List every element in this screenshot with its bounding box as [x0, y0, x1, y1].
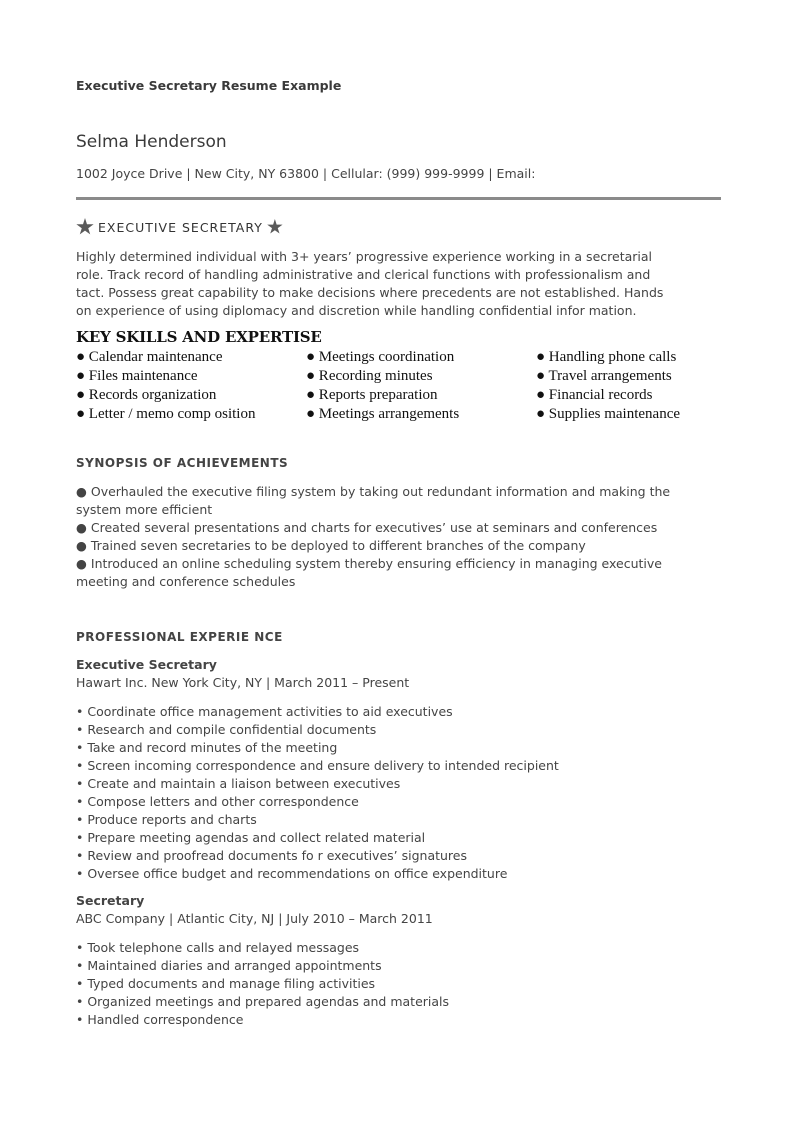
- summary-line: Highly determined individual with 3+ years’ progressive experience working in a secretarial: [76, 249, 652, 264]
- list-item: • Compose letters and other correspondence: [76, 794, 359, 809]
- star-icon: [76, 218, 94, 236]
- star-icon: [267, 219, 283, 235]
- skill-item: ● Files maintenance: [76, 368, 198, 384]
- skill-item: ● Letter / memo comp osition: [76, 406, 256, 422]
- job-title: Secretary: [76, 893, 145, 908]
- achievements-list: [76, 483, 670, 591]
- job-meta: Hawart Inc. New York City, NY | March 2011 – Present: [76, 675, 410, 690]
- list-item: • Take and record minutes of the meeting: [76, 740, 338, 755]
- list-item: • Took telephone calls and relayed messages: [76, 940, 360, 955]
- summary-paragraph: [76, 248, 721, 320]
- candidate-name: Selma Henderson: [76, 132, 227, 152]
- job-meta: ABC Company | Atlantic City, NJ | July 2010 – March 2011: [76, 911, 433, 926]
- list-item: ● Created several presentations and charts for executives’ use at seminars and conferences: [76, 520, 658, 535]
- list-item: • Typed documents and manage filing activities: [76, 976, 376, 991]
- list-item: • Handled correspondence: [76, 1012, 244, 1027]
- role-heading: [76, 218, 283, 236]
- skills-heading: KEY SKILLS AND EXPERTISE: [76, 328, 322, 346]
- list-item: • Coordinate office management activities to aid executives: [76, 704, 453, 719]
- list-item: • Screen incoming correspondence and ensure delivery to intended recipient: [76, 758, 559, 773]
- achievements-heading: SYNOPSIS OF ACHIEVEMENTS: [76, 456, 289, 470]
- summary-line: role. Track record of handling administrative and clerical functions with professionalism and: [76, 267, 651, 282]
- job-duties: [76, 703, 559, 883]
- list-item: meeting and conference schedules: [76, 574, 296, 589]
- summary-line: tact. Possess great capability to make decisions where precedents are not established. Hands: [76, 285, 664, 300]
- skill-item: ● Recording minutes: [306, 368, 433, 384]
- skill-item: ● Handling phone calls: [536, 349, 677, 365]
- role-title: EXECUTIVE SECRETARY: [98, 219, 263, 235]
- skill-item: ● Meetings arrangements: [306, 406, 460, 422]
- document-title: Executive Secretary Resume Example: [76, 78, 342, 93]
- list-item: • Maintained diaries and arranged appointments: [76, 958, 382, 973]
- skill-item: ● Records organization: [76, 387, 217, 403]
- contact-line: 1002 Joyce Drive | New City, NY 63800 | Cellular: (999) 999-9999 | Email:: [76, 166, 536, 181]
- skill-item: ● Calendar maintenance: [76, 349, 223, 365]
- skill-item: ● Financial records: [536, 387, 653, 403]
- skill-item: ● Meetings coordination: [306, 349, 455, 365]
- list-item: ● Overhauled the executive filing system by taking out redundant information and making the: [76, 484, 671, 499]
- list-item: • Prepare meeting agendas and collect related material: [76, 830, 426, 845]
- list-item: • Oversee office budget and recommendations on office expenditure: [76, 866, 508, 881]
- list-item: ● Trained seven secretaries to be deployed to different branches of the company: [76, 538, 586, 553]
- skill-item: ● Travel arrangements: [536, 368, 672, 384]
- list-item: • Research and compile confidential documents: [76, 722, 377, 737]
- experience-heading: PROFESSIONAL EXPERIE NCE: [76, 630, 283, 644]
- header-divider: [76, 197, 721, 200]
- job-title: Executive Secretary: [76, 657, 217, 672]
- job-duties: [76, 939, 449, 1029]
- skill-item: ● Reports preparation: [306, 387, 438, 403]
- list-item: ● Introduced an online scheduling system thereby ensuring efficiency in managing executive: [76, 556, 662, 571]
- list-item: • Organized meetings and prepared agendas and materials: [76, 994, 450, 1009]
- list-item: system more efficient: [76, 502, 213, 517]
- list-item: • Create and maintain a liaison between executives: [76, 776, 401, 791]
- list-item: • Review and proofread documents fo r executives’ signatures: [76, 848, 467, 863]
- skill-item: ● Supplies maintenance: [536, 406, 681, 422]
- list-item: • Produce reports and charts: [76, 812, 257, 827]
- summary-line: on experience of using diplomacy and discretion while handling confidential infor mation.: [76, 303, 637, 318]
